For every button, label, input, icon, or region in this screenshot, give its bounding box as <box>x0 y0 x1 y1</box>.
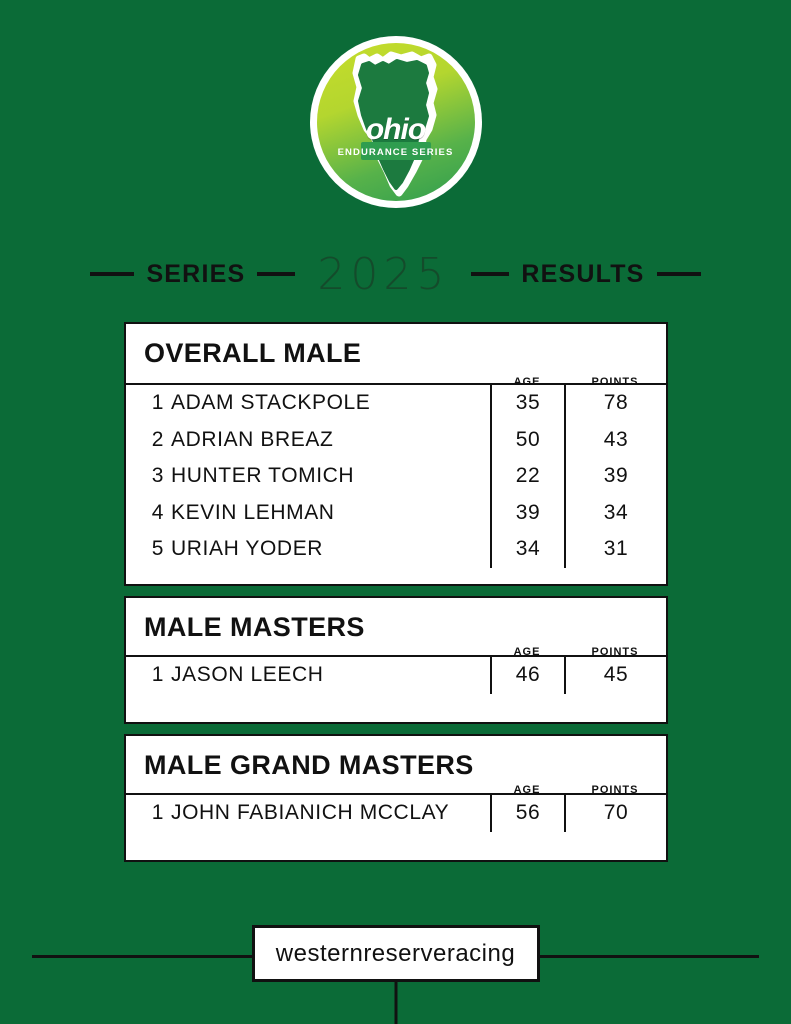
row-age: 50 <box>490 422 564 459</box>
column-headers <box>490 784 666 796</box>
headline-left <box>90 260 295 289</box>
headline-year: 2025 <box>317 248 450 300</box>
headline-series-label: SERIES <box>146 259 246 288</box>
logo-wordmark: ohio <box>365 113 426 146</box>
table-row <box>126 385 666 422</box>
results-rows <box>126 655 666 694</box>
row-rank: 4 <box>151 500 164 524</box>
row-points: 43 <box>564 422 666 459</box>
headline-rule-mid-left <box>257 272 295 276</box>
logo-tagline: ENDURANCE SERIES <box>337 147 454 158</box>
row-points: 78 <box>564 385 666 422</box>
column-headers <box>490 646 666 658</box>
column-header-age: AGE <box>513 376 541 388</box>
block-title: MALE MASTERS <box>144 612 365 642</box>
table-row <box>126 657 666 694</box>
results-rows <box>126 793 666 832</box>
results-block-overall-male <box>124 322 668 586</box>
row-name: HUNTER TOMICH <box>171 464 355 488</box>
table-row <box>126 795 666 832</box>
headline-results-label: RESULTS <box>521 259 645 288</box>
row-points: 31 <box>564 531 666 568</box>
headline-rule-right <box>657 272 701 276</box>
headline <box>0 248 791 300</box>
row-points: 34 <box>564 495 666 532</box>
column-header-points: POINTS <box>591 784 639 796</box>
row-name: URIAH YODER <box>171 537 324 561</box>
table-row <box>126 495 666 532</box>
footer-brand-text: westernreserveracing <box>275 939 516 967</box>
headline-rule-mid-right <box>471 272 509 276</box>
row-name: JASON LEECH <box>171 663 324 687</box>
row-name: ADAM STACKPOLE <box>171 391 371 415</box>
results-rows <box>126 383 666 568</box>
row-age: 22 <box>490 458 564 495</box>
block-title: OVERALL MALE <box>144 338 362 368</box>
logo-container <box>0 36 791 208</box>
column-header-points: POINTS <box>591 646 639 658</box>
column-headers <box>490 376 666 388</box>
row-points: 39 <box>564 458 666 495</box>
block-title: MALE GRAND MASTERS <box>144 750 474 780</box>
headline-right <box>471 260 700 289</box>
column-header-age: AGE <box>513 784 541 796</box>
results-block-male-masters <box>124 596 668 724</box>
row-rank: 2 <box>151 427 164 451</box>
results-block-male-grand-masters <box>124 734 668 862</box>
row-age: 56 <box>490 795 564 832</box>
column-header-age: AGE <box>513 646 541 658</box>
row-age: 35 <box>490 385 564 422</box>
row-points: 70 <box>564 795 666 832</box>
footer-brand-box <box>252 925 540 982</box>
row-rank: 5 <box>151 537 164 561</box>
table-row <box>126 531 666 568</box>
logo-gradient-disc <box>317 43 475 201</box>
row-rank: 1 <box>151 801 164 825</box>
headline-rule-left <box>90 272 134 276</box>
row-rank: 1 <box>151 663 164 687</box>
ohio-endurance-series-logo <box>310 36 482 208</box>
row-age: 34 <box>490 531 564 568</box>
column-header-points: POINTS <box>591 376 639 388</box>
row-age: 39 <box>490 495 564 532</box>
table-row <box>126 422 666 459</box>
row-rank: 3 <box>151 464 164 488</box>
row-name: ADRIAN BREAZ <box>171 427 334 451</box>
row-rank: 1 <box>151 391 164 415</box>
row-age: 46 <box>490 657 564 694</box>
row-name: JOHN FABIANICH MCCLAY <box>171 801 450 825</box>
row-name: KEVIN LEHMAN <box>171 500 335 524</box>
row-points: 45 <box>564 657 666 694</box>
table-row <box>126 458 666 495</box>
